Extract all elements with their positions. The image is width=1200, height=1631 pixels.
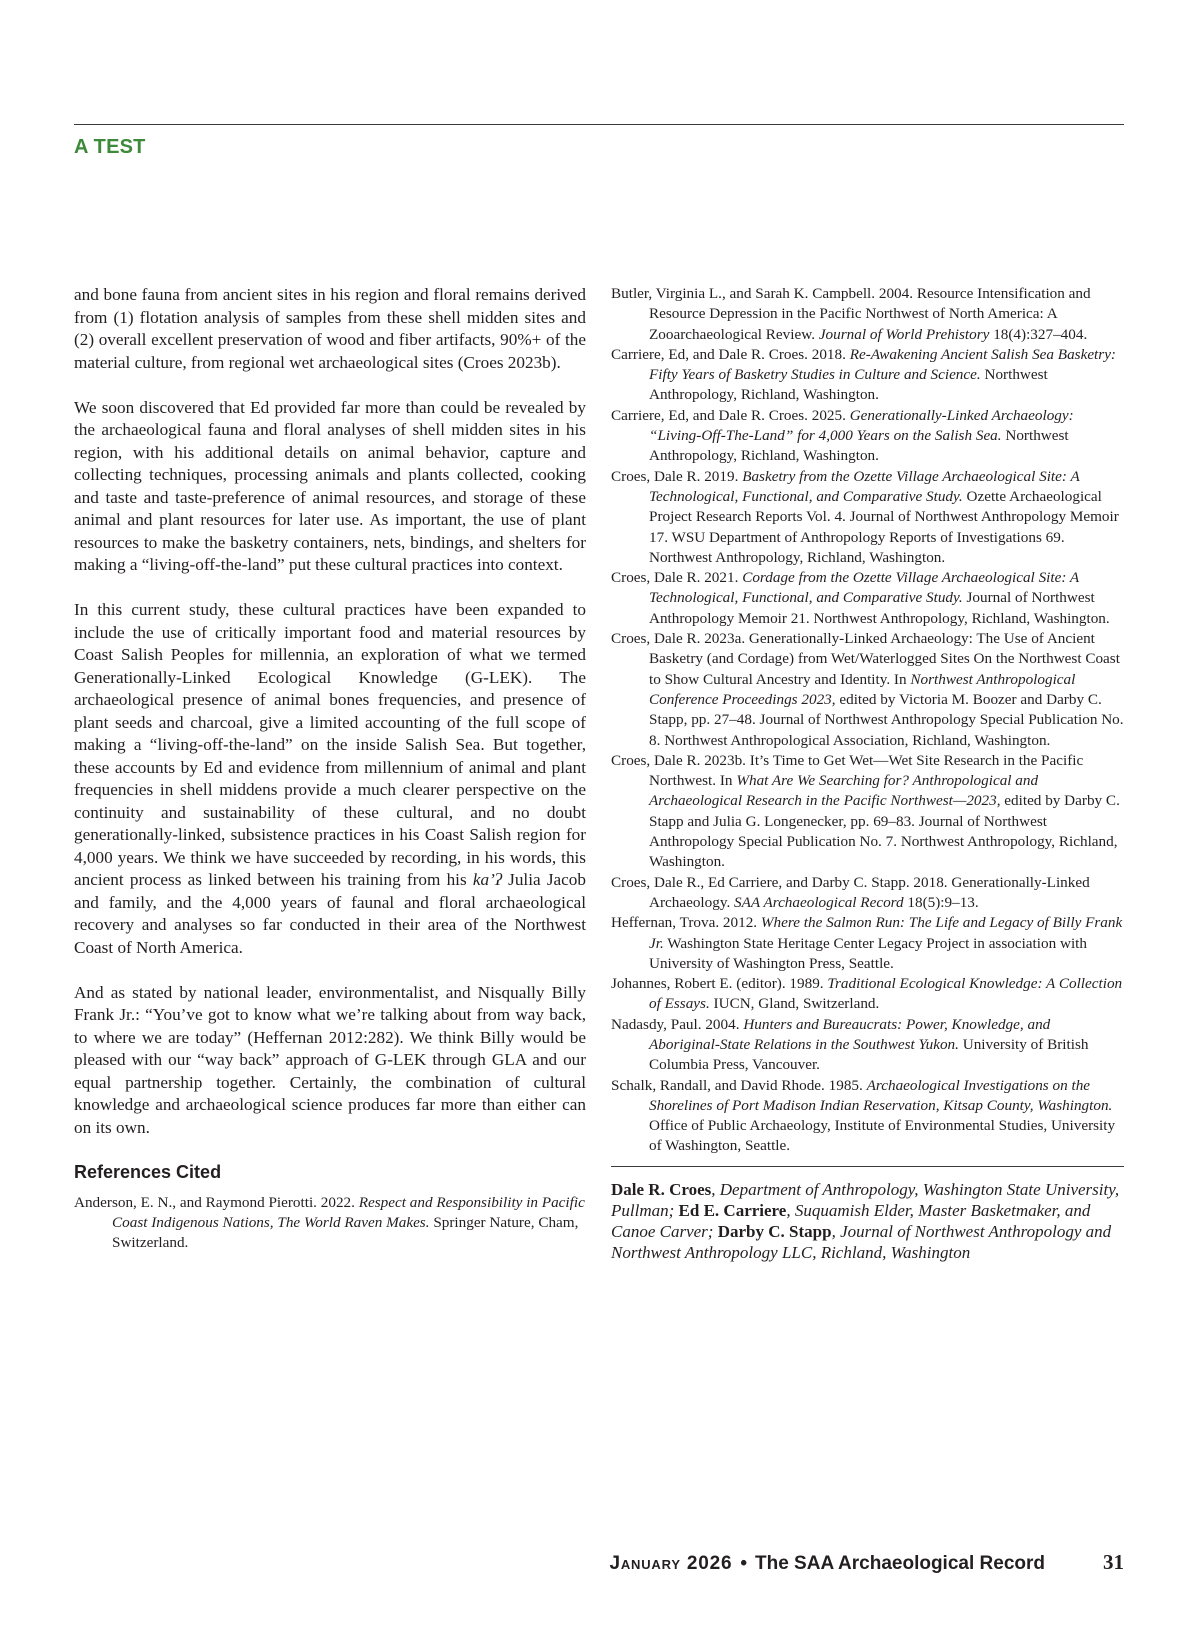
italic-text: SAA Archaeological Record xyxy=(734,893,904,911)
italic-text: Archaeological Investigations on the Shorelines of Port Madison Indian Reservation, Kitsap County, Washington. xyxy=(649,1076,1113,1114)
text-run: Croes, Dale R., Ed Carriere, and Darby C. Stapp. 2018. Generationally-Linked Archaeology. xyxy=(611,873,1090,911)
reference-entry xyxy=(611,284,1124,345)
author-name: Dale R. Croes xyxy=(611,1179,712,1199)
author-affiliation: , Suquamish Elder, Master Basketmaker, and Canoe Carver; xyxy=(611,1200,1091,1241)
page-footer xyxy=(610,1550,1125,1575)
italic-text: Hunters and Bureaucrats: Power, Knowledge, and Aboriginal-State Relations in the Southwest Yukon. xyxy=(649,1015,1051,1053)
text-run: Ozette Archaeological Project Research Reports Vol. 4. Journal of Northwest Anthropology Memoir 17. WSU Department of Anthropology Reports of Investigations 69. Northwest Anthropology, Richland, Washington. xyxy=(649,487,1119,566)
running-head: A TEST xyxy=(74,136,146,158)
references-list-left xyxy=(74,1193,586,1254)
italic-text: What Are We Searching for? Anthropological and Archaeological Research in the Pacific Northwest—2023 xyxy=(649,772,1039,810)
italic-text: Where the Salmon Run: The Life and Legacy of Billy Frank Jr. xyxy=(649,914,1123,952)
text-run: Office of Public Archaeology, Institute of Environmental Studies, University of Washington, Seattle. xyxy=(649,1117,1116,1155)
text-run: Butler, Virginia L., and Sarah K. Campbell. 2004. Resource Intensification and Resource Depression in the Pacific Northwest of North America: A Zooarchaeological Review. xyxy=(611,285,1091,343)
italic-text: Cordage from the Ozette Village Archaeological Site: A Technological, Functional, and Comparative Study. xyxy=(649,569,1079,607)
author-name: Darby C. Stapp xyxy=(717,1221,832,1241)
footer-journal: The SAA Archaeological Record xyxy=(755,1553,1045,1574)
text-run: Croes, Dale R. 2019. xyxy=(611,467,743,485)
author-affiliation: , Department of Anthropology, Washington State University, Pullman; xyxy=(611,1179,1120,1220)
italic-text: ka’ʔ xyxy=(472,870,502,889)
text-run: 18(4):327–404. xyxy=(989,325,1088,343)
italic-text: Respect and Responsibility in Pacific Coast Indigenous Nations, The World Raven Makes. xyxy=(112,1193,585,1231)
text-run: University of British Columbia Press, Vancouver. xyxy=(649,1035,1089,1074)
footer-month: January 2026 xyxy=(609,1553,733,1574)
reference-entry xyxy=(611,873,1124,914)
reference-entry xyxy=(611,568,1124,629)
text-run: Schalk, Randall, and David Rhode. 1985. xyxy=(611,1076,867,1094)
reference-entry xyxy=(611,406,1124,467)
text-run: Springer Nature, Cham, Switzerland. xyxy=(112,1213,579,1252)
italic-text: Traditional Ecological Knowledge: A Collection of Essays. xyxy=(649,975,1123,1013)
reference-entry xyxy=(611,1076,1124,1157)
footer-bullet: • xyxy=(740,1553,747,1574)
text-run: , edited by Darby C. Stapp and Julia G. Longenecker, pp. 69–83. Journal of Northwest Anthropology Special Publication No. 7. Northwest Anthropology, Richland, Washington. xyxy=(649,792,1120,871)
text-run: and bone fauna from ancient sites in his region and floral remains derived from (1) flotation analysis of samples from these shell midden sites and (2) overall excellent preservation of wood and fiber artifacts, 90%+ of the material culture, from regional wet archaeological sites (Croes 2023b). xyxy=(74,285,586,372)
reference-entry xyxy=(611,751,1124,873)
header-rule xyxy=(74,124,1124,125)
author-affiliation: , Journal of Northwest Anthropology and Northwest Anthropology LLC, Richland, Washington xyxy=(611,1221,1112,1262)
text-run: Journal of Northwest Anthropology Memoir 21. Northwest Anthropology, Richland, Washington. xyxy=(649,589,1110,627)
text-run: Northwest Anthropology, Richland, Washington. xyxy=(649,366,1048,404)
italic-text: Basketry from the Ozette Village Archaeological Site: A Technological, Functional, and Comparative Study. xyxy=(649,467,1080,505)
text-run: Julia Jacob and family, and the 4,000 years of faunal and floral archaeological recovery and analyses so far conducted in their area of the Northwest Coast of North America. xyxy=(74,870,586,957)
reference-entry xyxy=(611,913,1124,974)
reference-entry xyxy=(611,1015,1124,1076)
left-column xyxy=(74,284,586,1253)
italic-text: Generationally-Linked Archaeology: “Living-Off-The-Land” for 4,000 Years on the Salish Sea. xyxy=(649,406,1074,445)
text-run: In this current study, these cultural practices have been expanded to include the use of critically important food and material resources by Coast Salish Peoples for millennia, an exploration of what we termed Generationally-Linked Ecological Knowledge (G-LEK). The archaeological presence of animal bones frequencies, and presence of plant seeds and charcoal, give a limited accounting of the full scope of making a “living-off-the-land” on the inside Salish Sea. But together, these accounts by Ed and evidence from millennium of animal and plant frequencies in shell middens provide a much clearer perspective on the continuity and sustainability of these cultural, and no doubt generationally-linked, subsistence practices in his Coast Salish region for 4,000 years. We think we have succeeded by recording, in his words, this ancient process as linked between his training from his xyxy=(74,600,586,889)
italic-text: Northwest Anthropological Conference Proceedings 2023 xyxy=(649,670,1076,708)
reference-entry xyxy=(611,467,1124,568)
references-heading: References Cited xyxy=(74,1161,222,1182)
text-run: Johannes, Robert E. (editor). 1989. xyxy=(611,975,828,993)
text-run: Croes, Dale R. 2021. xyxy=(611,569,743,587)
text-run: Croes, Dale R. 2023b. It’s Time to Get Wet—Wet Site Research in the Pacific Northwest. In xyxy=(611,751,1084,790)
reference-entry xyxy=(74,1193,586,1254)
text-run: Carriere, Ed, and Dale R. Croes. 2025. xyxy=(611,406,850,424)
text-run: Northwest Anthropology, Richland, Washington. xyxy=(649,427,1069,465)
author-name: Ed E. Carriere xyxy=(678,1200,787,1220)
text-run: Carriere, Ed, and Dale R. Croes. 2018. xyxy=(611,345,850,363)
reference-entry xyxy=(611,345,1124,406)
bio-rule xyxy=(611,1166,1124,1167)
body-paragraph xyxy=(74,284,586,374)
text-run: Heffernan, Trova. 2012. xyxy=(611,914,761,932)
italic-text: Re-Awakening Ancient Salish Sea Basketry: Fifty Years of Basketry Studies in Culture and Science. xyxy=(649,345,1116,384)
body-text xyxy=(74,284,586,1139)
text-run: , edited by Victoria M. Boozer and Darby C. Stapp, pp. 27–48. Journal of Northwest Anthropology Special Publication No. 8. Northwest Anthropological Association, Richland, Washington. xyxy=(649,690,1124,749)
italic-text: Journal of World Prehistory xyxy=(818,325,990,343)
text-run: IUCN, Gland, Switzerland. xyxy=(709,995,880,1013)
references-list-right xyxy=(611,284,1124,1157)
text-run: Nadasdy, Paul. 2004. xyxy=(611,1015,744,1033)
reference-entry xyxy=(611,974,1124,1015)
reference-entry xyxy=(611,629,1124,751)
page-number: 31 xyxy=(1103,1550,1124,1574)
author-bio xyxy=(611,1179,1124,1263)
text-run: And as stated by national leader, environmentalist, and Nisqually Billy Frank Jr.: “You’ve got to know what we’re talking about from way back, to where we are today” (Heffernan 2012:282). We think Billy would be pleased with our “way back” approach of G-LEK through GLA and our equal partnership together. Certainly, the combination of cultural knowledge and archaeological science produces far more than either can on its own. xyxy=(74,982,586,1137)
text-run: Washington State Heritage Center Legacy Project in association with University of Washington Press, Seattle. xyxy=(649,934,1087,972)
body-paragraph xyxy=(74,599,586,959)
text-run: We soon discovered that Ed provided far more than could be revealed by the archaeological fauna and floral analyses of shell midden sites in his region, with his additional details on animal behavior, capture and collecting techniques, processing animals and plants collected, cooking and taste and taste-preference of animal resources, and storage of these animal and plant resources for later use. As important, the use of plant resources to make the basketry containers, nets, bindings, and shelters for making a “living-off-the-land” put these cultural practices into context. xyxy=(74,397,586,574)
text-run: 18(5):9–13. xyxy=(903,893,979,911)
text-run: Croes, Dale R. 2023a. Generationally-Linked Archaeology: The Use of Ancient Basketry (and Cordage) from Wet/Waterlogged Sites On the Northwest Coast to Show Cultural Ancestry and Identity. In xyxy=(611,630,1120,688)
right-column xyxy=(611,284,1124,1263)
text-run: Anderson, E. N., and Raymond Pierotti. 2022. xyxy=(74,1193,359,1211)
body-paragraph xyxy=(74,982,586,1140)
body-paragraph xyxy=(74,397,586,577)
